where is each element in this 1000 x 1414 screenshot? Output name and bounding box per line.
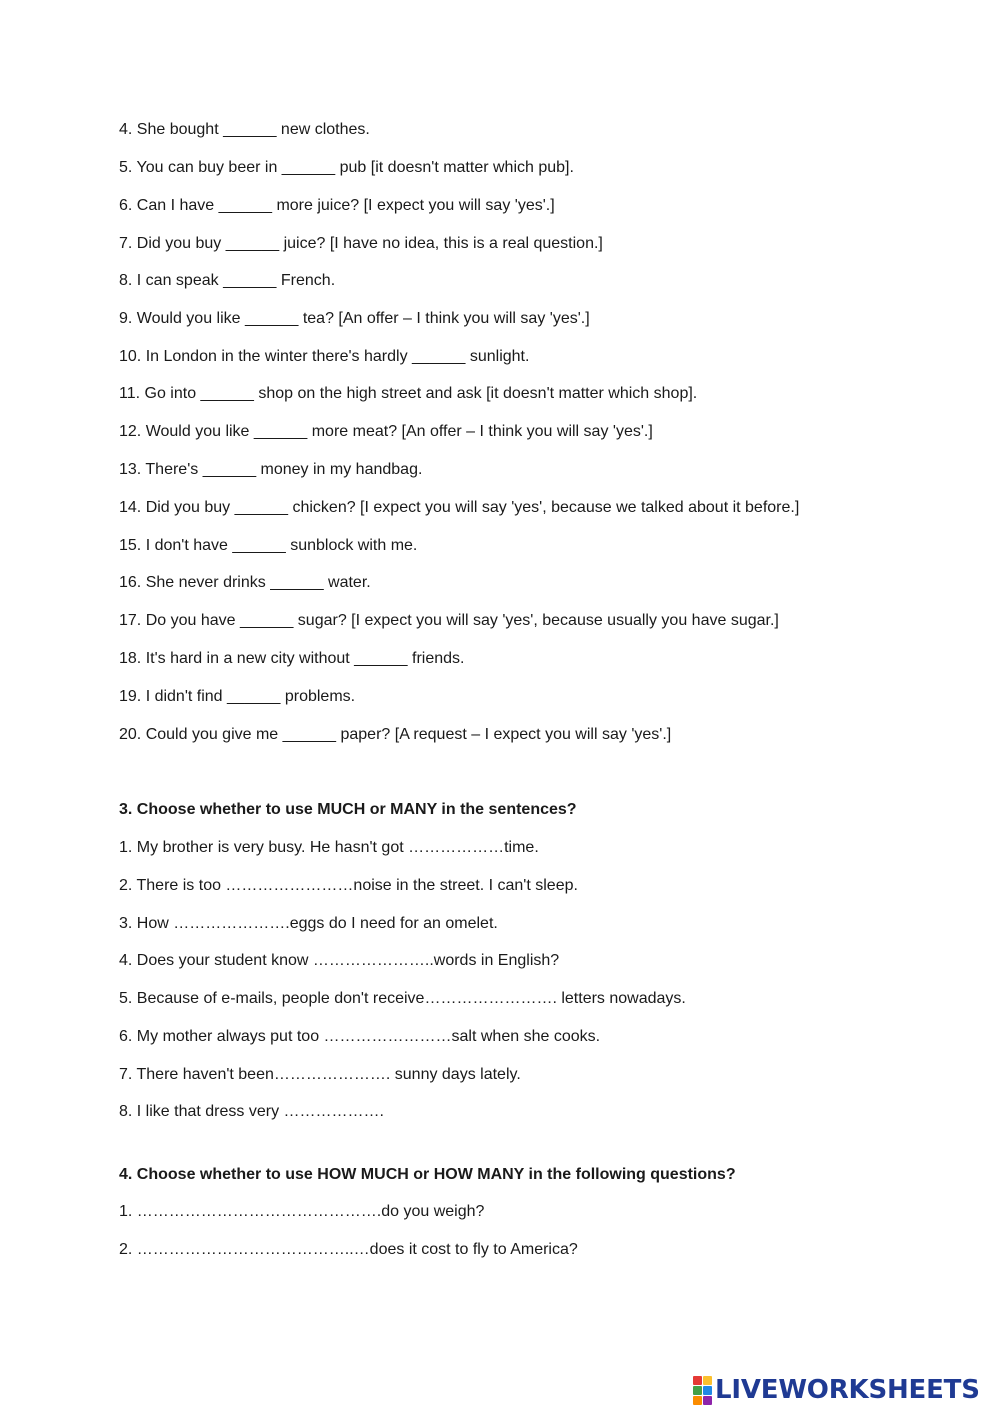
logo-blocks-icon: [693, 1376, 712, 1405]
section3-item-6: 6. My mother always put too ……………………salt when she cooks.: [119, 1028, 601, 1045]
section3-item-5: 5. Because of e-mails, people don't receive……………………. letters nowadays.: [119, 990, 686, 1007]
exercise-item-11: 11. Go into ______ shop on the high street and ask [it doesn't matter which shop].: [119, 385, 698, 402]
exercise-item-19: 19. I didn't find ______ problems.: [119, 688, 356, 705]
exercise-item-13: 13. There's ______ money in my handbag.: [119, 461, 423, 478]
section4-heading: 4. Choose whether to use HOW MUCH or HOW MANY in the following questions?: [119, 1166, 736, 1183]
exercise-item-10: 10. In London in the winter there's hardly ______ sunlight.: [119, 348, 530, 365]
exercise-item-4: 4. She bought ______ new clothes.: [119, 121, 370, 138]
exercise-item-17: 17. Do you have ______ sugar? [I expect you will say 'yes', because usually you have sugar.]: [119, 612, 779, 629]
exercise-item-12: 12. Would you like ______ more meat? [An offer – I think you will say 'yes'.]: [119, 423, 653, 440]
liveworksheets-logo: [693, 1376, 980, 1404]
section3-item-4: 4. Does your student know …………………..words in English?: [119, 952, 560, 969]
exercise-item-15: 15. I don't have ______ sunblock with me.: [119, 537, 418, 554]
section3-item-8: 8. I like that dress very ……………….: [119, 1103, 384, 1120]
exercise-item-5: 5. You can buy beer in ______ pub [it doesn't matter which pub].: [119, 159, 574, 176]
exercise-item-8: 8. I can speak ______ French.: [119, 272, 336, 289]
logo-text: LIVEWORKSHEETS: [715, 1375, 980, 1405]
section4-item-1: 1. ……………………………………….do you weigh?: [119, 1203, 485, 1220]
section4-item-2: 2. …………………………………..…does it cost to fly to America?: [119, 1241, 578, 1258]
exercise-item-20: 20. Could you give me ______ paper? [A request – I expect you will say 'yes'.]: [119, 726, 672, 743]
section3-item-7: 7. There haven't been…………………. sunny days lately.: [119, 1066, 521, 1083]
exercise-item-9: 9. Would you like ______ tea? [An offer – I think you will say 'yes'.]: [119, 310, 590, 327]
section3-item-2: 2. There is too ……………………noise in the street. I can't sleep.: [119, 877, 578, 894]
exercise-item-16: 16. She never drinks ______ water.: [119, 574, 371, 591]
section3-item-1: 1. My brother is very busy. He hasn't got ………………time.: [119, 839, 539, 856]
exercise-item-7: 7. Did you buy ______ juice? [I have no idea, this is a real question.]: [119, 235, 603, 252]
section3-heading: 3. Choose whether to use MUCH or MANY in the sentences?: [119, 801, 577, 818]
exercise-item-18: 18. It's hard in a new city without ______ friends.: [119, 650, 465, 667]
exercise-item-6: 6. Can I have ______ more juice? [I expect you will say 'yes'.]: [119, 197, 555, 214]
section3-item-3: 3. How ………………….eggs do I need for an omelet.: [119, 915, 498, 932]
exercise-item-14: 14. Did you buy ______ chicken? [I expect you will say 'yes', because we talked about it before.]: [119, 499, 800, 516]
